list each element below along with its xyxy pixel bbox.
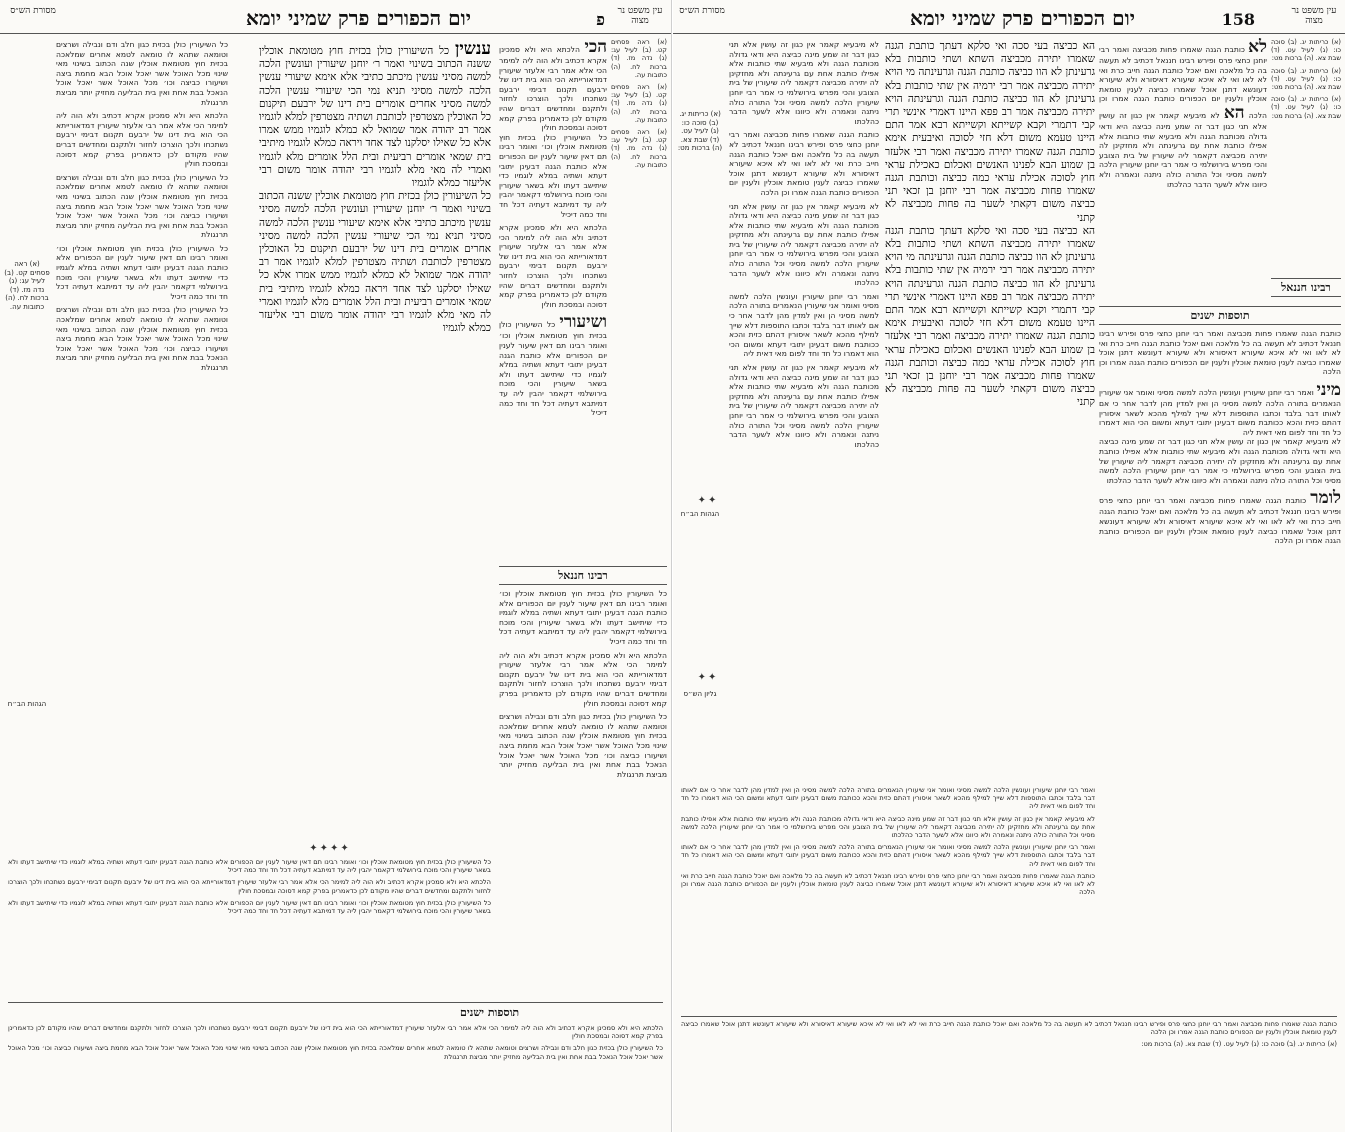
- tosafot-head-word-2: הא: [1223, 102, 1245, 123]
- rabbeinu-chananel-column: רבינו חננאל כל השיעורין כולן בכזית חוץ מטומאת אוכלין וכו׳ ואומר רבינו תם דאין שיעור לענין יום הכפורים אלא כותבת הגנה דבעינן יתובי דעתא ושתיה במלא לוגמיו כדי שיתישב דעתו ולא בשאר שיעורין והכי מוכח בירושלמי דקאמר יהבין ליה עד דמיתבא דעתיה דכל חד וחד כמה דיכיל הלכתא היא ולא סמכינן אקרא דכתיב ולא הוה ליה למימר הכי אלא אמר רבי אלעזר שיעורין דמדאורייתא הכי הוא בית דינו של ירבעם תקנום דבימי ירבעם נשתכחו ולכך הוצרכו לחזור ולתקנם ומחדשים דברים שהיו מקודם לכן כדאמרינן בפרק קמא דסוכה ובמסכת חולין כל השיעורין כולן בכזית כגון חלב ודם ונבילה ושרצים וטומאה שתהא לו טומאה לטמא אחרים שמלאכה בכזית חוץ מטומאת אוכלין שנה הכתוב בשינוי מאי שינוי מכל האוכל אשר יאכל אוכל הבא מחמת ביצה ושיעורו כביצה וכו׳ מכל האוכל אשר יאכל אוכל הנאכל בבת אחת ואין בית הבליעה מחזיק יותר מביצת תרנגולת: [499, 560, 667, 890]
- ein-mishpat-label: עין משפט נר מצוה: [1291, 6, 1337, 26]
- page-number: 158: [1221, 10, 1255, 29]
- right-page-header: [673, 4, 1345, 34]
- hagahot-title: הגהות הב״ח: [7, 700, 47, 708]
- ein-mishpat-column: (א) כריתות יג. (ב) סוכה כו: (ג) לעיל עט. (ד) שבת צא. (ה) ברכות מט: (א) כריתות יג. (ב) סוכה כו: (ג) לעיל עט. (ד) שבת צא. (ה) ברכות מט: (א) כריתות יג. (ב) סוכה כו: (ג) לעיל עט. (ד) שבת צא. (ה) ברכות מט:: [1271, 38, 1341, 120]
- rashi-column: כל השיעורין כולן בכזית כגון חלב ודם ונבילה ושרצים וטומאה שתהא לו טומאה לטמא אחרים שמלאכה בכזית חוץ מטומאת אוכלין שנה הכתוב בשינוי מאי שינוי מכל האוכל אשר יאכל אוכל הבא מחמת ביצה ושיעורו כביצה וכו׳ מכל האוכל אשר יאכל אוכל הנאכל בבת אחת ואין בית הבליעה מחזיק יותר מביצת תרנגולת הלכתא היא ולא סמכינן אקרא דכתיב ולא הוה ליה למימר הכי אלא אמר רבי אלעזר שיעורין דמדאורייתא הכי הוא בית דינו של ירבעם תקנום דבימי ירבעם נשתכחו ולכך הוצרכו לחזור ולתקנם ומחדשים דברים שהיו מקודם לכן כדאמרינן בפרק קמא דסוכה ובמסכת חולין כל השיעורין כולן בכזית כגון חלב ודם ונבילה ושרצים וטומאה שתהא לו טומאה לטמא אחרים שמלאכה בכזית חוץ מטומאת אוכלין שנה הכתוב בשינוי מאי שינוי מכל האוכל אשר יאכל אוכל הבא מחמת ביצה ושיעורו כביצה וכו׳ מכל האוכל אשר יאכל אוכל הנאכל בבת אחת ואין בית הבליעה מחזיק יותר מביצת תרנגולת כל השיעורין כולן בכזית חוץ מטומאת אוכלין וכו׳ ואומר רבינו תם דאין שיעור לענין יום הכפורים אלא כותבת הגנה דבעינן יתובי דעתא ושתיה במלא לוגמיו כדי שיתישב דעתו ולא בשאר שיעורין והכי מוכח בירושלמי דקאמר יהבין ליה עד דמיתבא דעתיה דכל חד וחד כמה דיכיל כל השיעורין כולן בכזית כגון חלב ודם ונבילה ושרצים וטומאה שתהא לו טומאה לטמא אחרים שמלאכה בכזית חוץ מטומאת אוכלין שנה הכתוב בשינוי מאי שינוי מכל האוכל אשר יאכל אוכל הבא מחמת ביצה ושיעורו כביצה וכו׳ מכל האוכל אשר יאכל אוכל הנאכל בבת אחת ואין בית הבליעה מחזיק יותר מביצת תרנגולת: [56, 40, 228, 372]
- ornament-divider: ✦✦: [697, 495, 719, 506]
- gilyon-hashas-title: גליון הש״ס: [683, 690, 717, 698]
- left-page-header: [0, 4, 671, 34]
- right-page: [673, 0, 1345, 1132]
- rabbeinu-chananel-title: רבינו חננאל: [1271, 278, 1341, 297]
- rashi-head-word-2: ושיעורי: [559, 312, 607, 333]
- tosafot-column: לא כותבת הגנה שאמרו פחות מכביצה ואמר רבי יוחנן כחצי פרס ופירש רבינו חננאל דכתיב לא תעשה בה כל מלאכה ואם יאכל כותבת הגנה חייב כרת ואי לא לאו ואי לא איכא שיעורא דאיסורא ולא שיעורא דעונשא דתנן אוכל שאמרו כביצה לענין טומאת אוכלין ולענין יום הכפורים כותבת הגנה אמרו וכן הלכה הא לא מיבעיא קאמר אין כגון זה עושין אלא תני כגון דבר זה שמע מינה כביצה היא ודאי גדולה מכותבת הגנה ולא מיבעיא שתי כותבות אלא אפילו כותבת אחת עם גרעינתה ולא מחזקינן לה יתירה מכביצה דקאמר ליה שיעורין של בית הצובע והכי מפרש בירושלמי כי אמר רבי יוחנן שיעורין הלכה למשה מסיני וכל התורה כולה ניתנה ונאמרה ולא כיוונו אלא לשער הדבר כהלכתו: [1099, 38, 1267, 189]
- page-title: יום הכפורים פרק שמיני יומא: [246, 6, 471, 30]
- rabbeinu-chananel-title: רבינו חננאל: [499, 566, 667, 585]
- folio-letter: פ: [596, 10, 605, 29]
- tosafot-column: הכי הלכתא היא ולא סמכינן אקרא דכתיב ולא הוה ליה למימר הכי אלא אמר רבי אלעזר שיעורין דמדאורייתא הכי הוא בית דינו של ירבעם תקנום דבימי ירבעם נשתכחו ולכך הוצרכו לחזור ולתקנם ומחדשים דברים שהיו מקודם לכן כדאמרינן בפרק קמא דסוכה ובמסכת חולין כל השיעורין כולן בכזית חוץ מטומאת אוכלין וכו׳ ואומר רבינו תם דאין שיעור לענין יום הכפורים אלא כותבת הגנה דבעינן יתובי דעתא ושתיה במלא לוגמיו כדי שיתישב דעתו ולא בשאר שיעורין והכי מוכח בירושלמי דקאמר יהבין ליה עד דמיתבא דעתיה דכל חד וחד כמה דיכיל הלכתא היא ולא סמכינן אקרא דכתיב ולא הוה ליה למימר הכי אלא אמר רבי אלעזר שיעורין דמדאורייתא הכי הוא בית דינו של ירבעם תקנום דבימי ירבעם נשתכחו ולכך הוצרכו לחזור ולתקנם ומחדשים דברים שהיו מקודם לכן כדאמרינן בפרק קמא דסוכה ובמסכת חולין ושיעורי כל השיעורין כולן בכזית חוץ מטומאת אוכלין וכו׳ ואומר רבינו תם דאין שיעור לענין יום הכפורים אלא כותבת הגנה דבעינן יתובי דעתא ושתיה במלא לוגמיו כדי שיתישב דעתו ולא בשאר שיעורין והכי מוכח בירושלמי דקאמר יהבין ליה עד דמיתבא דעתיה דכל חד וחד כמה דיכיל: [499, 38, 607, 418]
- hagahot-title: הגהות הב״ח: [680, 510, 720, 518]
- tosafot-yeshanim-title: תוספות ישנים: [1099, 306, 1341, 325]
- ornament-divider: ✦✦✦✦: [309, 843, 351, 854]
- bottom-commentary: ואמר רבי יוחנן שיעורין ועונשין הלכה למשה מסיני ואומר אני שיעורין הנאמרים בתורה הלכה למשה מסיני הן ואין למדין מהן לדבר אחר כי אם לאותו דבר בלבד וכתבו התוספות דלא שייך למילף מהכא לשאר איסורין דהתם כזית והכא ככותבת משום דבעינן יתובי דעתא ומשום הכי הוא דאמרו כל חד וחד לפום מאי דאית ליה לא מיבעיא קאמר אין כגון זה עושין אלא תני כגון דבר זה שמע מינה כביצה היא ודאי גדולה מכותבת הגנה ולא מיבעיא שתי כותבות אלא אפילו כותבת אחת עם גרעינתה ולא מחזקינן לה יתירה מכביצה דקאמר ליה שיעורין של בית הצובע והכי מפרש בירושלמי כי אמר רבי יוחנן שיעורין הלכה למשה מסיני וכל התורה כולה ניתנה ונאמרה ולא כיוונו אלא לשער הדבר כהלכתו ואמר רבי יוחנן שיעורין ועונשין הלכה למשה מסיני ואומר אני שיעורין הנאמרים בתורה הלכה למשה מסיני הן ואין למדין מהן לדבר אחר כי אם לאותו דבר בלבד וכתבו התוספות דלא שייך למילף מהכא לשאר איסורין דהתם כזית והכא ככותבת משום דבעינן יתובי דעתא ומשום הכי הוא דאמרו כל חד וחד לפום מאי דאית ליה כותבת הגנה שאמרו פחות מכביצה ואמר רבי יוחנן כחצי פרס ופירש רבינו חננאל דכתיב לא תעשה בה כל מלאכה ואם יאכל כותבת הגנה חייב כרת ואי לא לאו ואי לא איכא שיעורא דאיסורא ולא שיעורא דעונשא דתנן אוכל שאמרו כביצה לענין טומאת אוכלין ולענין יום הכפורים כותבת הגנה אמרו וכן הלכה: [681, 786, 1095, 897]
- masoret-hashas-label: מסורת הש״ס: [679, 6, 725, 16]
- footer-rule: [8, 1002, 663, 1003]
- tosafot-yeshanim-title: תוספות ישנים: [460, 1006, 520, 1019]
- gemara-head-word: ענשין: [455, 40, 491, 59]
- tosafot-head-word: לא: [1248, 38, 1267, 57]
- tosafot-yeshanim-column: תוספות ישנים כותבת הגנה שאמרו פחות מכביצה ואמר רבי יוחנן כחצי פרס ופירש רבינו חננאל דכתיב לא תעשה בה כל מלאכה ואם יאכל כותבת הגנה חייב כרת ואי לא לאו ואי לא איכא שיעורא דאיסורא ולא שיעורא דעונשא דתנן אוכל שאמרו כביצה לענין טומאת אוכלין ולענין יום הכפורים כותבת הגנה אמרו וכן הלכה מיני ואמר רבי יוחנן שיעורין ועונשין הלכה למשה מסיני ואומר אני שיעורין הנאמרים בתורה הלכה למשה מסיני הן ואין למדין מהן לדבר אחר כי אם לאותו דבר בלבד וכתבו התוספות דלא שייך למילף מהכא לשאר איסורין דהתם כזית והכא ככותבת משום דבעינן יתובי דעתא ומשום הכי הוא דאמרו כל חד וחד לפום מאי דאית ליה לא מיבעיא קאמר אין כגון זה עושין אלא תני כגון דבר זה שמע מינה כביצה היא ודאי גדולה מכותבת הגנה ולא מיבעיא שתי כותבות אלא אפילו כותבת אחת עם גרעינתה ולא מחזקינן לה יתירה מכביצה דקאמר ליה שיעורין של בית הצובע והכי מפרש בירושלמי כי אמר רבי יוחנן שיעורין הלכה למשה מסיני וכל התורה כולה ניתנה ונאמרה ולא כיוונו אלא לשער הדבר כהלכתו לומר כותבת הגנה שאמרו פחות מכביצה ואמר רבי יוחנן כחצי פרס ופירש רבינו חננאל דכתיב לא תעשה בה כל מלאכה ואם יאכל כותבת הגנה חייב כרת ואי לא לאו ואי לא איכא שיעורא דאיסורא ולא שיעורא דעונשא דתנן אוכל שאמרו כביצה לענין טומאת אוכלין ולענין יום הכפורים כותבת הגנה אמרו וכן הלכה: [1099, 300, 1341, 780]
- tosafot-yeshanim-text: הלכתא היא ולא סמכינן אקרא דכתיב ולא הוה ליה למימר הכי אלא אמר רבי אלעזר שיעורין דמדאורייתא הכי הוא בית דינו של ירבעם תקנום דבימי ירבעם נשתכחו ולכך הוצרכו לחזור ולתקנם ומחדשים דברים שהיו מקודם לכן כדאמרינן בפרק קמא דסוכה ובמסכת חולין כל השיעורין כולן בכזית כגון חלב ודם ונבילה ושרצים וטומאה שתהא לו טומאה לטמא אחרים שמלאכה בכזית חוץ מטומאת אוכלין שנה הכתוב בשינוי מאי שינוי מכל האוכל אשר יאכל אוכל הבא מחמת ביצה ושיעורו כביצה וכו׳ מכל האוכל אשר יאכל אוכל הנאכל בבת אחת ואין בית הבליעה מחזיק יותר מביצת תרנגולת: [8, 1024, 663, 1061]
- masoret-hashas-label: מסורת הש״ס: [10, 6, 56, 16]
- header-rule: [0, 33, 671, 34]
- masoret-note: (א) ראה פסחים קט. (ב) לעיל עג: (ג) נדה מז. (ד) ברכות לח. (ה) כתובות עה.: [4, 260, 50, 311]
- tosafot-head-word-3: מיני: [1316, 379, 1341, 400]
- ein-mishpat-column: (א) ראה פסחים קט. (ב) לעיל עג: (ג) נדה מז. (ד) ברכות לח. (ה) כתובות עה. (א) ראה פסחים קט. (ב) לעיל עג: (ג) נדה מז. (ד) ברכות לח. (ה) כתובות עה. (א) ראה פסחים קט. (ב) לעיל עג: (ג) נדה מז. (ד) ברכות לח. (ה) כתובות עה.: [611, 38, 667, 169]
- masoret-note: (א) כריתות יג. (ב) סוכה כו: (ג) לעיל עט. (ד) שבת צא. (ה) ברכות מט:: [677, 110, 723, 152]
- rashi-column: לא מיבעיא קאמר אין כגון זה עושין אלא תני כגון דבר זה שמע מינה כביצה היא ודאי גדולה מכותבת הגנה ולא מיבעיא שתי כותבות אלא אפילו כותבת אחת עם גרעינתה ולא מחזקינן לה יתירה מכביצה דקאמר ליה שיעורין של בית הצובע והכי מפרש בירושלמי כי אמר רבי יוחנן שיעורין הלכה למשה מסיני וכל התורה כולה ניתנה ונאמרה ולא כיוונו אלא לשער הדבר כהלכתו כותבת הגנה שאמרו פחות מכביצה ואמר רבי יוחנן כחצי פרס ופירש רבינו חננאל דכתיב לא תעשה בה כל מלאכה ואם יאכל כותבת הגנה חייב כרת ואי לא לאו ואי לא איכא שיעורא דאיסורא ולא שיעורא דעונשא דתנן אוכל שאמרו כביצה לענין טומאת אוכלין ולענין יום הכפורים כותבת הגנה אמרו וכן הלכה לא מיבעיא קאמר אין כגון זה עושין אלא תני כגון דבר זה שמע מינה כביצה היא ודאי גדולה מכותבת הגנה ולא מיבעיא שתי כותבות אלא אפילו כותבת אחת עם גרעינתה ולא מחזקינן לה יתירה מכביצה דקאמר ליה שיעורין של בית הצובע והכי מפרש בירושלמי כי אמר רבי יוחנן שיעורין הלכה למשה מסיני וכל התורה כולה ניתנה ונאמרה ולא כיוונו אלא לשער הדבר כהלכתו ואמר רבי יוחנן שיעורין ועונשין הלכה למשה מסיני ואומר אני שיעורין הנאמרים בתורה הלכה למשה מסיני הן ואין למדין מהן לדבר אחר כי אם לאותו דבר בלבד וכתבו התוספות דלא שייך למילף מהכא לשאר איסורין דהתם כזית והכא ככותבת משום דבעינן יתובי דעתא ומשום הכי הוא דאמרו כל חד וחד לפום מאי דאית ליה לא מיבעיא קאמר אין כגון זה עושין אלא תני כגון דבר זה שמע מינה כביצה היא ודאי גדולה מכותבת הגנה ולא מיבעיא שתי כותבות אלא אפילו כותבת אחת עם גרעינתה ולא מחזקינן לה יתירה מכביצה דקאמר ליה שיעורין של בית הצובע והכי מפרש בירושלמי כי אמר רבי יוחנן שיעורין הלכה למשה מסיני וכל התורה כולה ניתנה ונאמרה ולא כיוונו אלא לשער הדבר כהלכתו: [729, 40, 879, 449]
- header-rule: [673, 33, 1345, 34]
- left-page: [0, 0, 672, 1132]
- tosafot-head-word-4: לומר: [1310, 488, 1341, 509]
- ein-mishpat-label: עין משפט נר מצוה: [617, 6, 663, 26]
- bottom-commentary: כל השיעורין כולן בכזית חוץ מטומאת אוכלין וכו׳ ואומר רבינו תם דאין שיעור לענין יום הכפורים אלא כותבת הגנה דבעינן יתובי דעתא ושתיה במלא לוגמיו כדי שיתישב דעתו ולא בשאר שיעורין והכי מוכח בירושלמי דקאמר יהבין ליה עד דמיתבא דעתיה דכל חד וחד כמה דיכיל הלכתא היא ולא סמכינן אקרא דכתיב ולא הוה ליה למימר הכי אלא אמר רבי אלעזר שיעורין דמדאורייתא הכי הוא בית דינו של ירבעם תקנום דבימי ירבעם נשתכחו ולכך הוצרכו לחזור ולתקנם ומחדשים דברים שהיו מקודם לכן כדאמרינן בפרק קמא דסוכה ובמסכת חולין כל השיעורין כולן בכזית חוץ מטומאת אוכלין וכו׳ ואומר רבינו תם דאין שיעור לענין יום הכפורים אלא כותבת הגנה דבעינן יתובי דעתא ושתיה במלא לוגמיו כדי שיתישב דעתו ולא בשאר שיעורין והכי מוכח בירושלמי דקאמר יהבין ליה עד דמיתבא דעתיה דכל חד וחד כמה דיכיל: [8, 858, 491, 916]
- page-title: יום הכפורים פרק שמיני יומא: [910, 6, 1135, 30]
- rashi-head-word: הכי: [584, 38, 607, 57]
- gemara-main-text: הא כביצה בעי סכה ואי סלקא דעתך כותבת הגנה שאמרו יתירה מכביצה השתא ושתי כותבות בלא גרעינתן לא הוו כביצה כותבת הגנה וגרעינתה מי הויא יתירה מכביצה אמר רבי ירמיה אין שתי כותבות בלא גרעינתן לא הוו כביצה כותבת הגנה וגרעינתה הויא יתירה מכביצה אמר רב פפא היינו דאמרי אינשי תרי קבי דתמרי וקבא קשייתא וקשייתא רבא אמר התם היינו טעמא משום דלא חזי לסוכה ואיבעית אימא כותבת הגנה שאמרו יתירה מכביצה ואמר רבי אלעזר בן שמוע הבא לפנינו האנשים ואכלום כאכילת עראי חוץ לסוכה אכילת עראי כמה כביצה וכותבת הגנה שאמרו פחות מכביצה אמר רבי יוחנן בן זכאי תני כביצה משום דקאתי לשער בה פחות מכביצה לא קתני הא כביצה בעי סכה ואי סלקא דעתך כותבת הגנה שאמרו יתירה מכביצה השתא ושתי כותבות בלא גרעינתן לא הוו כביצה כותבת הגנה וגרעינתה מי הויא יתירה מכביצה אמר רבי ירמיה אין שתי כותבות בלא גרעינתן לא הוו כביצה כותבת הגנה וגרעינתה הויא יתירה מכביצה אמר רב פפא היינו דאמרי אינשי תרי קבי דתמרי וקבא קשייתא וקשייתא רבא אמר התם היינו טעמא משום דלא חזי לסוכה ואיבעית אימא כותבת הגנה שאמרו יתירה מכביצה ואמר רבי אלעזר בן שמוע הבא לפנינו האנשים ואכלום כאכילת עראי חוץ לסוכה אכילת עראי כמה כביצה וכותבת הגנה שאמרו פחות מכביצה אמר רבי יוחנן בן זכאי תני כביצה משום דקאתי לשער בה פחות מכביצה לא קתני: [885, 40, 1095, 409]
- footer-rule: [681, 1016, 1337, 1017]
- gemara-main-text: ענשין כל השיעורין כולן בכזית חוץ מטומאת אוכלין ששנה הכתוב בשינוי ואמר ר׳ יוחנן שיעורין ועונשין הלכה למשה מסיני ענשין מיכתב כתיבי אלא אימא שיעורי ענשין הלכה למשה מסיני תניא נמי הכי שיעורי ענשין הלכה למשה מסיני אחרים אומרים בית דינו של ירבעם תיקנום כל האוכלין מצטרפין לכותבת ושתיה מצטרפין למלא לוגמיו אמר רב יהודה אמר שמואל לא כמלא לוגמיו ממש אמרו אלא כל שאילו יסלקנו לצד אחד ויראה כמלא לוגמיו מיתיבי בית שמאי אומרים רביעית ובית הלל אומרים מלא לוגמיו ואמרי לה מאי מלא לוגמיו רבי יהודה אומר משום רבי אליעזר כמלא לוגמיו כל השיעורין כולן בכזית חוץ מטומאת אוכלין ששנה הכתוב בשינוי ואמר ר׳ יוחנן שיעורין ועונשין הלכה למשה מסיני ענשין מיכתב כתיבי אלא אימא שיעורי ענשין הלכה למשה מסיני תניא נמי הכי שיעורי ענשין הלכה למשה מסיני אחרים אומרים בית דינו של ירבעם תיקנום כל האוכלין מצטרפין לכותבת ושתיה מצטרפין למלא לוגמיו אמר רב יהודה אמר שמואל לא כמלא לוגמיו ממש אמרו אלא כל שאילו יסלקנו לצד אחד ויראה כמלא לוגמיו מיתיבי בית שמאי אומרים רביעית ובית הלל אומרים מלא לוגמיו ואמרי לה מאי מלא לוגמיו רבי יהודה אומר משום רבי אליעזר כמלא לוגמיו: [259, 40, 491, 335]
- ornament-divider-2: ✦✦: [697, 672, 719, 683]
- footer-notes: כותבת הגנה שאמרו פחות מכביצה ואמר רבי יוחנן כחצי פרס ופירש רבינו חננאל דכתיב לא תעשה בה כל מלאכה ואם יאכל כותבת הגנה חייב כרת ואי לא לאו ואי לא איכא שיעורא דאיסורא ולא שיעורא דעונשא דתנן אוכל שאמרו כביצה לענין טומאת אוכלין ולענין יום הכפורים כותבת הגנה אמרו וכן הלכה (א) כריתות יג. (ב) סוכה כו: (ג) לעיל עט. (ד) שבת צא. (ה) ברכות מט:: [681, 1020, 1337, 1049]
